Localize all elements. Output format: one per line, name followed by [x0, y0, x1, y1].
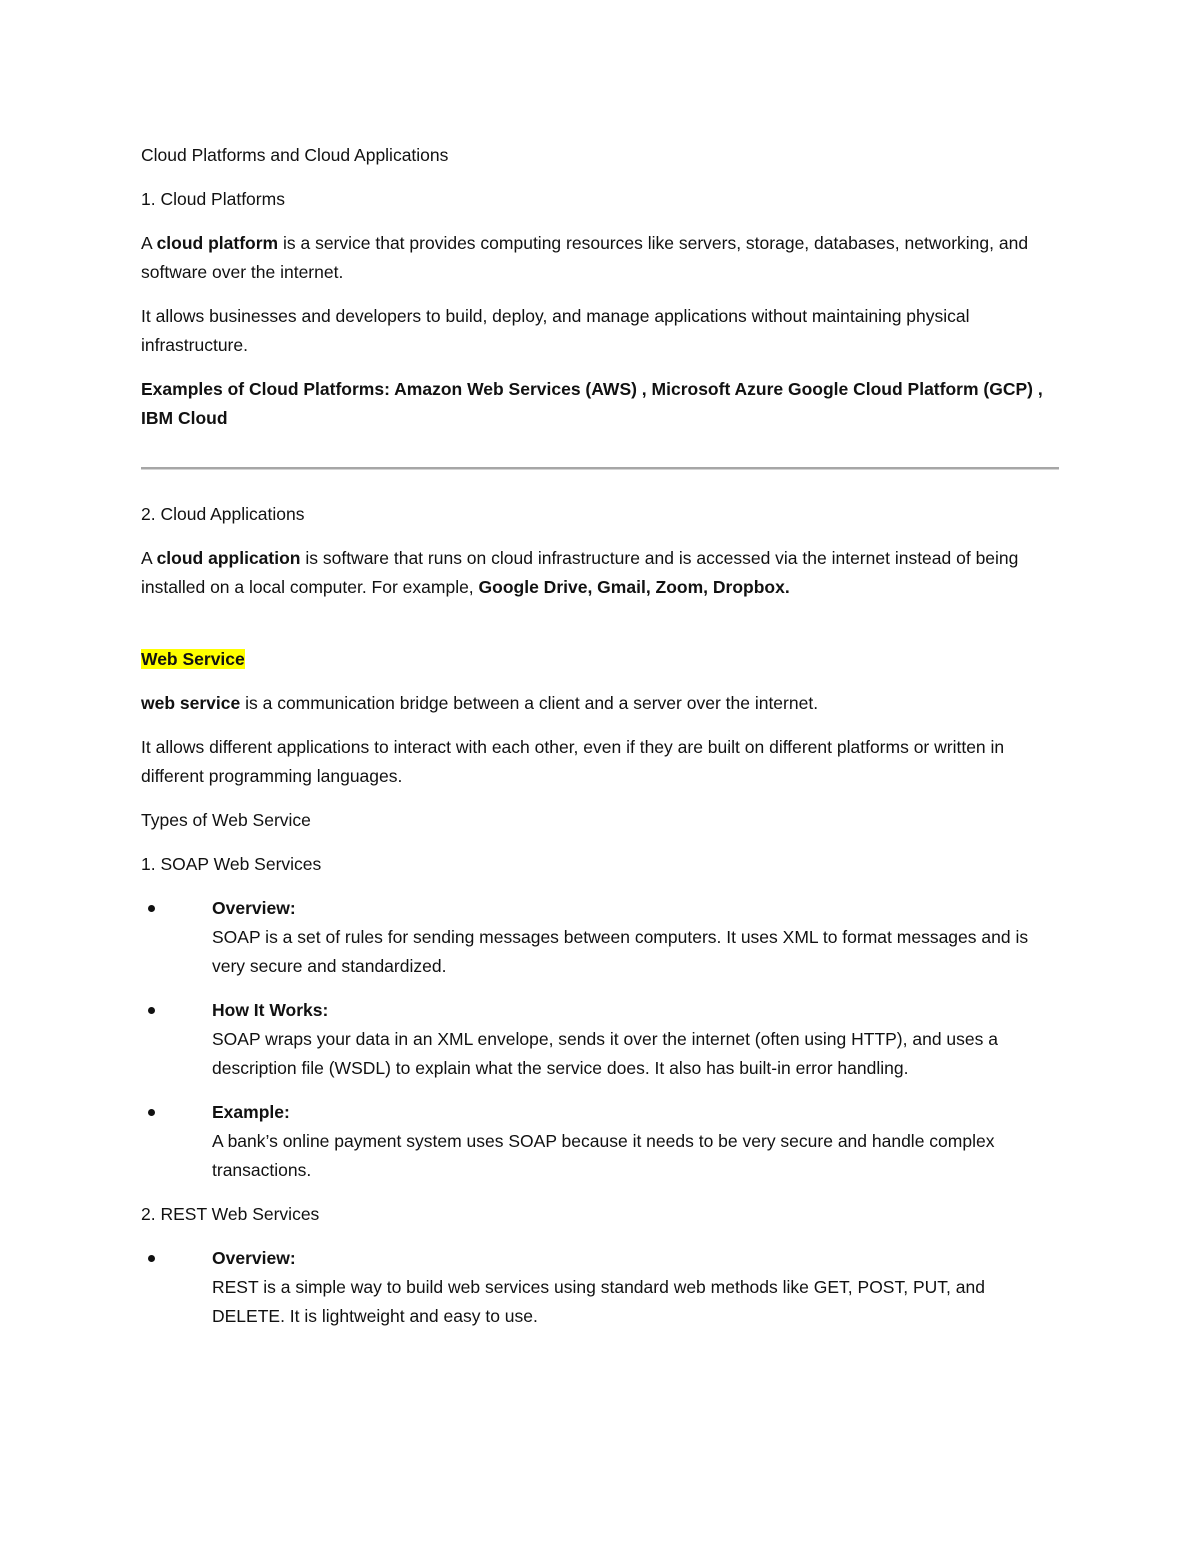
section-heading-cloud-platforms: 1. Cloud Platforms [141, 189, 285, 209]
list-item-label: Example: [212, 1102, 290, 1122]
bold-examples: Google Drive, Gmail, Zoom, Dropbox. [478, 577, 790, 597]
cloud-application-definition [141, 544, 1061, 602]
list-item [141, 894, 1061, 981]
horizontal-divider [141, 467, 1059, 470]
list-item-label: Overview: [212, 1248, 296, 1268]
list-item-text: REST is a simple way to build web services using standard web methods like GET, POST, PUT, and DELETE. It is lightweight and easy to use. [212, 1277, 985, 1326]
bullet-icon [148, 905, 155, 912]
section-heading-cloud-applications: 2. Cloud Applications [141, 504, 305, 524]
list-item [141, 996, 1061, 1083]
text-run: A [141, 233, 157, 253]
document-title: Cloud Platforms and Cloud Applications [141, 145, 449, 165]
types-heading: Types of Web Service [141, 810, 311, 830]
list-item [141, 1098, 1061, 1185]
cloud-platform-purpose: It allows businesses and developers to build, deploy, and manage applications without maintaining physical infrastructure. [141, 306, 970, 355]
spacer [141, 602, 1061, 645]
list-item-label: Overview: [212, 898, 296, 918]
rest-heading: 2. REST Web Services [141, 1204, 320, 1224]
list-item-text: A bank’s online payment system uses SOAP because it needs to be very secure and handle complex transactions. [212, 1131, 995, 1180]
list-item-label: How It Works: [212, 1000, 329, 1020]
highlighted-heading: Web Service [141, 649, 245, 669]
document-body [141, 141, 1061, 1346]
soap-heading: 1. SOAP Web Services [141, 854, 322, 874]
web-service-definition [141, 689, 1061, 718]
cloud-platform-examples: Examples of Cloud Platforms: Amazon Web Services (AWS) , Microsoft Azure Google Cloud Platform (GCP) , IBM Cloud [141, 379, 1043, 428]
bold-term: cloud application [156, 548, 301, 568]
cloud-platform-definition [141, 229, 1061, 287]
list-item [141, 1244, 1061, 1331]
text-run: A [141, 548, 157, 568]
text-run: is a communication bridge between a client and a server over the internet. [240, 693, 819, 713]
text-run: is a service that provides computing resources like servers, storage, databases, networking, and software over the internet. [141, 233, 1029, 282]
list-item-text: SOAP is a set of rules for sending messages between computers. It uses XML to format messages and is very secure and standardized. [212, 927, 1029, 976]
bold-term: web service [141, 693, 241, 713]
web-service-purpose: It allows different applications to interact with each other, even if they are built on different platforms or written in different programming languages. [141, 737, 1005, 786]
bullet-icon [148, 1109, 155, 1116]
soap-list [141, 894, 1061, 1185]
text-run: is software that runs on cloud infrastructure and is accessed via the internet instead of being installed on a local computer. For example, [141, 548, 1019, 597]
bullet-icon [148, 1255, 155, 1262]
list-item-text: SOAP wraps your data in an XML envelope, sends it over the internet (often using HTTP), and uses a description file (WSDL) to explain what the service does. It also has built-in error handling. [212, 1029, 998, 1078]
bold-term: cloud platform [156, 233, 279, 253]
rest-list [141, 1244, 1061, 1331]
bullet-icon [148, 1007, 155, 1014]
section-heading-web-service [141, 645, 1061, 674]
